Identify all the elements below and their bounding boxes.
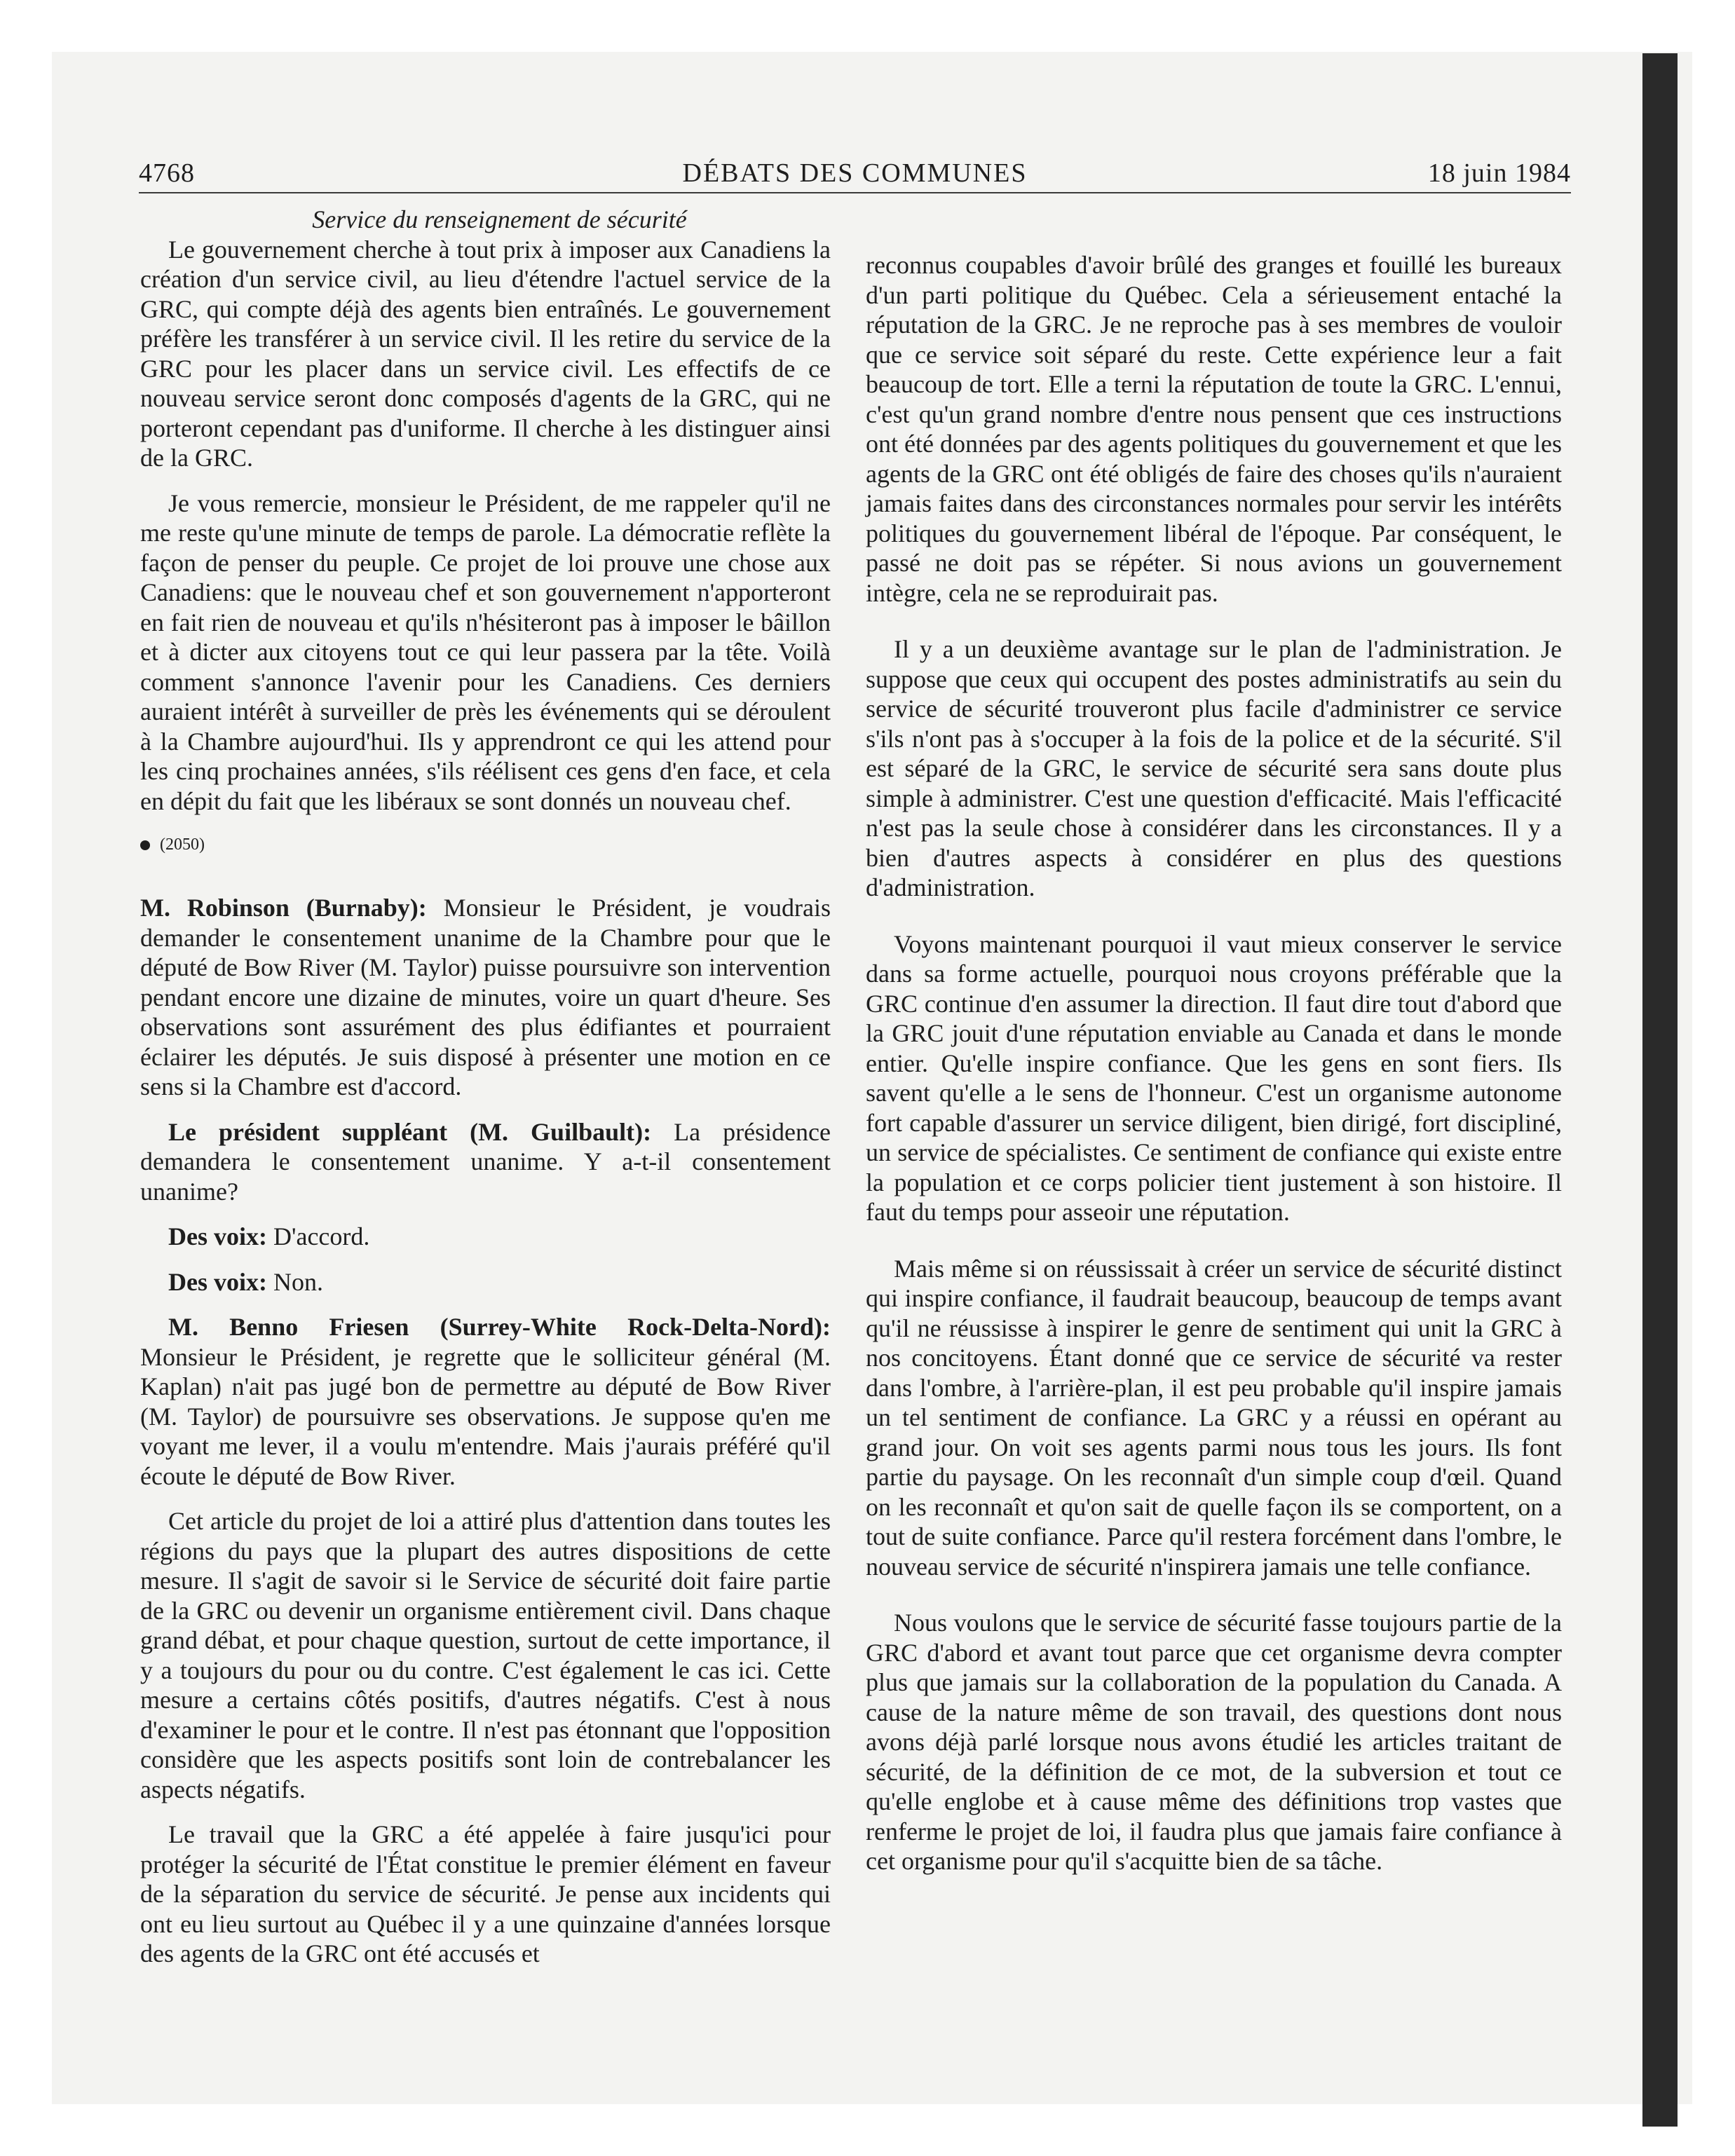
speech-voix-1: [140, 1222, 831, 1252]
section-title: Service du renseignement de sécurité: [312, 205, 687, 233]
speech-voix-2: [140, 1267, 831, 1297]
sitting-date: 18 juin 1984: [1427, 158, 1571, 188]
speech-text: La présidence demandera le consentement unanime. Y a-t-il consentement unanime?: [140, 1117, 831, 1206]
left-column: [140, 205, 831, 1969]
speaker-name: M. Benno Friesen (Surrey-White Rock-Delta-Nord):: [168, 1313, 831, 1341]
right-paragraph-4: Mais même si on réussissait à créer un service de sécurité distinct qui inspire confiance, il faudrait beaucoup, beaucoup de temps avant qu'il ne réussisse à inspirer le genre de sentiment qui unit la GRC à nos concitoyens. Étant donné que ce service de sécurité va rester dans l'ombre, à l'arrière-plan, il est peu probable qu'il inspire jamais un tel sentiment de confiance. La GRC y a réussi en opérant au grand jour. On voit ses agents parmi nous tous les jours. Ils font partie du paysage. On les reconnaît d'un simple coup d'œil. Quand on les reconnaît et qu'on sait de quelle façon ils se comportent, on a tout de suite confiance. Parce qu'il restera forcément dans l'ombre, le nouveau service de sécurité n'inspirera jamais une telle confiance.: [866, 1254, 1562, 1581]
speech-president: [140, 1117, 831, 1207]
time-marker: [140, 834, 831, 855]
speech-text: Monsieur le Président, je regrette que le solliciteur général (M. Kaplan) n'ait pas jugé bon de permettre au député de Bow River (M. Taylor) de poursuivre ses observations. Je suppose qu'en me voyant me lever, il a voulu m'entendre. Mais j'aurais préféré qu'il écoute le député de Bow River.: [140, 1342, 831, 1490]
bullet-icon: [140, 840, 150, 850]
speaker-name: Des voix:: [168, 1222, 267, 1250]
right-paragraph-3: Voyons maintenant pourquoi il vaut mieux conserver le service dans sa forme actuelle, pourquoi nous croyons préférable que la GRC continue d'en assumer la direction. Il faut dire tout d'abord que la GRC jouit d'une réputation enviable au Canada et dans le monde entier. Qu'elle inspire confiance. Que les gens en sont fiers. Ils savent qu'elle a le sens de l'honneur. C'est un organisme autonome fort capable d'assurer un service diligent, bien dirigé, fort discipliné, un service de spécialistes. Ce sentiment de confiance qui existe entre la population et ce corps policier tient justement à son histoire. Il faut du temps pour asseoir une réputation.: [866, 929, 1562, 1226]
right-column: [866, 250, 1562, 1876]
publication-title: DÉBATS DES COMMUNES: [682, 158, 1028, 188]
right-paragraph-1: reconnus coupables d'avoir brûlé des granges et fouillé les bureaux d'un parti politique du Québec. Cela a sérieusement entaché la réputation de la GRC. Je ne reproche pas à ses membres de vouloir que ce service soit séparé du reste. Cette expérience leur a fait beaucoup de tort. Elle a terni la réputation de toute la GRC. L'ennui, c'est qu'un grand nombre d'entre nous pensent que ces instructions ont été données par des agents politiques du gouvernement et que les agents de la GRC ont été obligés de faire des choses qu'ils n'auraient jamais faites dans des circonstances normales pour servir les intérêts politiques du gouvernement libéral de l'époque. Par conséquent, le passé ne doit pas se répéter. Si nous avions un gouvernement intègre, cela ne se reproduirait pas.: [866, 251, 1562, 607]
left-paragraph-4: Le travail que la GRC a été appelée à faire jusqu'ici pour protéger la sécurité de l'État constitue le premier élément en faveur de la séparation du service de sécurité. Je pense aux incidents qui ont eu lieu surtout au Québec il y a une quinzaine d'années lorsque des agents de la GRC ont été accusés et: [140, 1820, 831, 1967]
left-paragraph-1: Le gouvernement cherche à tout prix à imposer aux Canadiens la création d'un service civil, au lieu d'étendre l'actuel service de la GRC, qui compte déjà des agents bien entraînés. Le gouvernement préfère les transférer à un service civil. Il les retire du service de la GRC pour les placer dans un service civil. Les effectifs de ce nouveau service seront donc composés d'agents de la GRC, qui ne porteront cependant pas d'uniforme. Il cherche à les distinguer ainsi de la GRC.: [140, 235, 831, 472]
speech-friesen: [140, 1312, 831, 1491]
left-paragraph-2: Je vous remercie, monsieur le Président, de me rappeler qu'il ne me reste qu'une minute de temps de parole. La démocratie reflète la façon de penser du peuple. Ce projet de loi prouve une chose aux Canadiens: que le nouveau chef et son gouvernement n'apporteront en fait rien de nouveau et qu'ils n'hésiteront pas à imposer le bâillon et à dicter aux citoyens tout ce qui leur passera par la tête. Voilà comment s'annonce l'avenir pour les Canadiens. Ces derniers auraient intérêt à surveiller de près les événements qui se déroulent à la Chambre aujourd'hui. Ils y apprendront ce qui les attend pour les cinq prochaines années, s'ils réélisent ces gens d'en face, et cela en dépit du fait que les libéraux se sont donnés un nouveau chef.: [140, 489, 831, 815]
left-paragraph-3: Cet article du projet de loi a attiré plus d'attention dans toutes les régions du pays que la plupart des autres dispositions de cette mesure. Il s'agit de savoir si le Service de sécurité doit faire partie de la GRC ou devenir un organisme entièrement civil. Dans chaque grand débat, et pour chaque question, surtout de cette importance, il y a toujours du pour ou du contre. C'est également le cas ici. Cette mesure a certains côtés positifs, d'autres négatifs. C'est à nous d'examiner le pour et le contre. Il n'est pas étonnant que l'opposition considère que les aspects positifs sont loin de contrebalancer les aspects négatifs.: [140, 1507, 831, 1803]
page-number: 4768: [139, 158, 195, 188]
speaker-name: M. Robinson (Burnaby):: [140, 894, 427, 922]
header-rule: [139, 192, 1571, 193]
speaker-name: Le président suppléant (M. Guilbault):: [168, 1117, 652, 1146]
time-marker-label: (2050): [160, 835, 205, 854]
speech-robinson: [140, 893, 831, 1102]
page-header: [139, 158, 1571, 194]
speech-text: D'accord.: [266, 1222, 370, 1250]
speech-text: Monsieur le Président, je voudrais demander le consentement unanime de la Chambre pour que le député de Bow River (M. Taylor) puisse poursuivre son intervention pendant encore une dizaine de minutes, voire un quart d'heure. Ses observations sont assurément des plus édifiantes et pourraient éclairer les députés. Je suis disposé à présenter une motion en ce sens si la Chambre est d'accord.: [140, 894, 831, 1100]
scan-edge-bar: [1642, 53, 1678, 2127]
speaker-name: Des voix:: [168, 1267, 267, 1296]
speech-text: Non.: [266, 1267, 323, 1296]
right-paragraph-5: Nous voulons que le service de sécurité fasse toujours partie de la GRC d'abord et avant tout parce que cet organisme devra compter plus que jamais sur la collaboration de la population du Canada. A cause de la nature même de son travail, des questions dont nous avons déjà parlé lorsque nous avons étudié les articles traitant de sécurité, de la définition de ce mot, de la subversion et tout ce qu'elle englobe et à cause même des définitions trop vastes que renferme le projet de loi, il faudra plus que jamais faire confiance à cet organisme pour qu'il s'acquitte bien de sa tâche.: [866, 1609, 1562, 1875]
right-paragraph-2: Il y a un deuxième avantage sur le plan de l'administration. Je suppose que ceux qui occupent des postes administratifs au sein du service de sécurité trouveront plus facile d'administrer ce service s'ils n'ont pas à s'occuper à la fois de la police et de la sécurité. S'il est séparé de la GRC, le service de sécurité sera sans doute plus simple à administrer. C'est une question d'efficacité. Mais l'efficacité n'est pas la seule chose à considérer dans les circonstances. Il y a bien d'autres aspects à considérer en plus des questions d'administration.: [866, 635, 1562, 901]
